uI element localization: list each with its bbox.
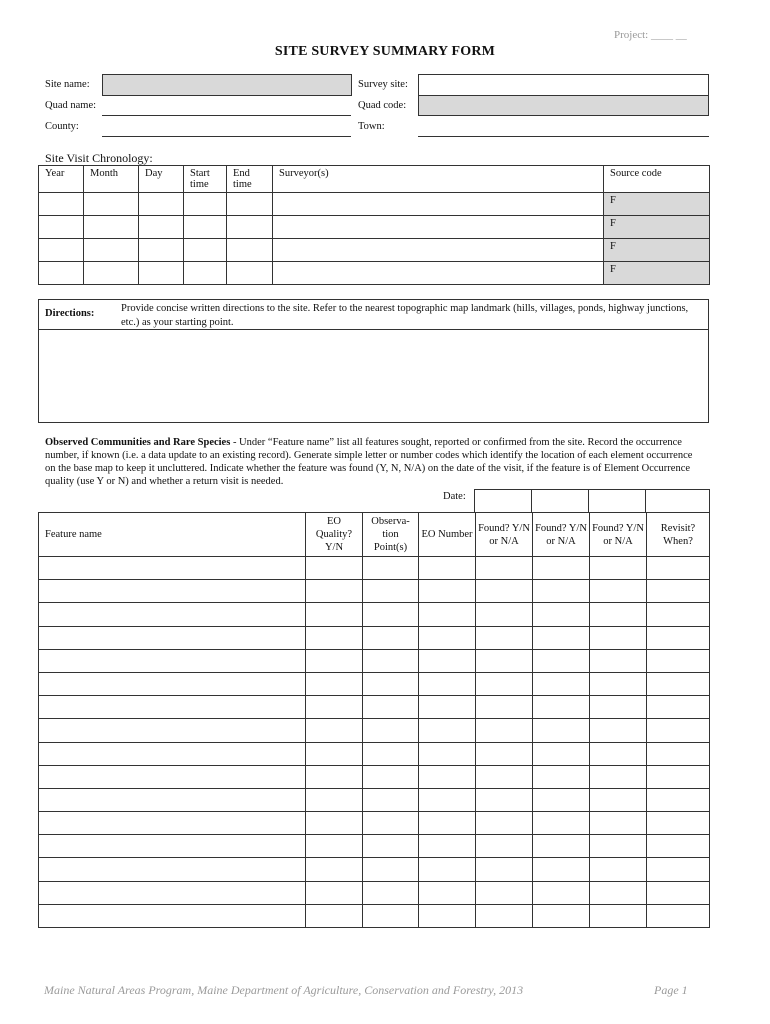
feature-name-cell[interactable] xyxy=(39,580,306,603)
found-cell[interactable] xyxy=(590,765,647,788)
found-cell[interactable] xyxy=(533,626,590,649)
revisit-cell[interactable] xyxy=(647,858,710,881)
table-row xyxy=(39,765,710,788)
observation-points-cell[interactable] xyxy=(363,580,419,603)
year-cell[interactable] xyxy=(39,262,84,285)
directions-text-area[interactable] xyxy=(39,330,708,422)
quad-name-label: Quad name: xyxy=(45,100,97,111)
col-year: Year xyxy=(39,166,84,193)
col-surveyors: Surveyor(s) xyxy=(273,166,604,193)
surveyors-cell[interactable] xyxy=(273,262,604,285)
observation-points-cell[interactable] xyxy=(363,603,419,626)
found-cell[interactable] xyxy=(476,788,533,811)
month-cell[interactable] xyxy=(84,216,139,239)
table-row xyxy=(39,216,710,239)
table-row xyxy=(39,557,710,580)
eo-quality-cell[interactable] xyxy=(306,788,363,811)
found-cell[interactable] xyxy=(533,580,590,603)
col-eo-number: EO Number xyxy=(419,513,476,557)
col-end-time: End time xyxy=(227,166,273,193)
feature-name-cell[interactable] xyxy=(39,765,306,788)
observation-points-cell[interactable] xyxy=(363,858,419,881)
site-name-input[interactable] xyxy=(102,74,352,96)
day-cell[interactable] xyxy=(139,193,184,216)
found-cell[interactable] xyxy=(590,881,647,904)
revisit-cell[interactable] xyxy=(647,672,710,695)
table-row xyxy=(39,603,710,626)
chronology-table xyxy=(38,165,710,285)
observation-points-cell[interactable] xyxy=(363,719,419,742)
observation-points-cell[interactable] xyxy=(363,904,419,927)
found-cell[interactable] xyxy=(476,812,533,835)
year-cell[interactable] xyxy=(39,193,84,216)
found-cell[interactable] xyxy=(476,719,533,742)
found-cell[interactable] xyxy=(533,812,590,835)
observation-points-cell[interactable] xyxy=(363,765,419,788)
form-title: SITE SURVEY SUMMARY FORM xyxy=(274,44,496,59)
end-time-cell[interactable] xyxy=(227,193,273,216)
visit-date-cell[interactable] xyxy=(532,490,589,513)
revisit-cell[interactable] xyxy=(647,719,710,742)
survey-site-label: Survey site: xyxy=(358,79,408,90)
found-cell[interactable] xyxy=(533,835,590,858)
col-eo-quality: EO Quality? Y/N xyxy=(306,513,363,557)
survey-site-input[interactable] xyxy=(418,74,709,96)
table-row xyxy=(39,812,710,835)
feature-name-cell[interactable] xyxy=(39,557,306,580)
eo-number-cell[interactable] xyxy=(419,696,476,719)
found-cell[interactable] xyxy=(590,904,647,927)
source-code-cell[interactable]: F xyxy=(604,216,710,239)
eo-number-cell[interactable] xyxy=(419,765,476,788)
eo-number-cell[interactable] xyxy=(419,649,476,672)
revisit-cell[interactable] xyxy=(647,835,710,858)
found-cell[interactable] xyxy=(476,765,533,788)
observation-points-cell[interactable] xyxy=(363,672,419,695)
found-cell[interactable] xyxy=(533,649,590,672)
revisit-cell[interactable] xyxy=(647,649,710,672)
found-cell[interactable] xyxy=(476,672,533,695)
table-row xyxy=(39,696,710,719)
feature-name-cell[interactable] xyxy=(39,812,306,835)
col-day: Day xyxy=(139,166,184,193)
observation-points-cell[interactable] xyxy=(363,812,419,835)
observed-heading: Observed Communities and Rare Species xyxy=(45,437,231,448)
surveyors-cell[interactable] xyxy=(273,216,604,239)
revisit-cell[interactable] xyxy=(647,812,710,835)
col-observation-points: Observa-tion Point(s) xyxy=(363,513,419,557)
quad-code-label: Quad code: xyxy=(358,100,407,111)
day-cell[interactable] xyxy=(139,216,184,239)
observation-points-cell[interactable] xyxy=(363,881,419,904)
observation-points-cell[interactable] xyxy=(363,649,419,672)
observation-points-cell[interactable] xyxy=(363,557,419,580)
found-cell[interactable] xyxy=(590,580,647,603)
table-row xyxy=(39,904,710,927)
eo-number-cell[interactable] xyxy=(419,835,476,858)
table-row xyxy=(39,835,710,858)
day-cell[interactable] xyxy=(139,239,184,262)
town-input[interactable] xyxy=(418,116,709,137)
end-time-cell[interactable] xyxy=(227,216,273,239)
surveyors-cell[interactable] xyxy=(273,239,604,262)
col-start-time: Start time xyxy=(184,166,227,193)
eo-quality-cell[interactable] xyxy=(306,858,363,881)
eo-number-cell[interactable] xyxy=(419,626,476,649)
county-input[interactable] xyxy=(102,116,351,137)
feature-name-cell[interactable] xyxy=(39,649,306,672)
eo-number-cell[interactable] xyxy=(419,580,476,603)
found-cell[interactable] xyxy=(590,719,647,742)
found-cell[interactable] xyxy=(590,603,647,626)
eo-quality-cell[interactable] xyxy=(306,672,363,695)
eo-number-cell[interactable] xyxy=(419,742,476,765)
col-found-1: Found? Y/N or N/A xyxy=(476,513,533,557)
start-time-cell[interactable] xyxy=(184,239,227,262)
features-table xyxy=(38,512,710,928)
feature-name-cell[interactable] xyxy=(39,672,306,695)
table-row xyxy=(39,239,710,262)
col-revisit: Revisit? When? xyxy=(647,513,710,557)
eo-number-cell[interactable] xyxy=(419,904,476,927)
revisit-cell[interactable] xyxy=(647,788,710,811)
observation-points-cell[interactable] xyxy=(363,788,419,811)
surveyors-cell[interactable] xyxy=(273,193,604,216)
start-time-cell[interactable] xyxy=(184,193,227,216)
table-row xyxy=(39,672,710,695)
revisit-cell[interactable] xyxy=(647,765,710,788)
feature-name-cell[interactable] xyxy=(39,904,306,927)
found-cell[interactable] xyxy=(476,742,533,765)
found-cell[interactable] xyxy=(590,788,647,811)
date-label: Date: xyxy=(443,491,466,502)
found-cell[interactable] xyxy=(590,626,647,649)
table-row xyxy=(39,742,710,765)
revisit-cell[interactable] xyxy=(647,557,710,580)
eo-quality-cell[interactable] xyxy=(306,742,363,765)
footer-credit: Maine Natural Areas Program, Maine Department of Agriculture, Conservation and Forestry, 2013 xyxy=(44,983,524,997)
year-cell[interactable] xyxy=(39,239,84,262)
found-cell[interactable] xyxy=(476,649,533,672)
project-label: Project: ____ __ xyxy=(614,29,687,41)
found-cell[interactable] xyxy=(476,904,533,927)
directions-instructions: Provide concise written directions to the site. Refer to the nearest topographic map landmark (hills, villages, ponds, highway junctions, etc.) as your starting point. xyxy=(121,303,689,328)
found-cell[interactable] xyxy=(476,858,533,881)
month-cell[interactable] xyxy=(84,193,139,216)
eo-quality-cell[interactable] xyxy=(306,626,363,649)
observation-points-cell[interactable] xyxy=(363,626,419,649)
found-cell[interactable] xyxy=(590,858,647,881)
col-found-2: Found? Y/N or N/A xyxy=(533,513,590,557)
eo-number-cell[interactable] xyxy=(419,672,476,695)
end-time-cell[interactable] xyxy=(227,239,273,262)
table-row xyxy=(39,719,710,742)
found-cell[interactable] xyxy=(590,672,647,695)
feature-name-cell[interactable] xyxy=(39,835,306,858)
directions-header xyxy=(39,300,708,330)
col-source-code: Source code xyxy=(604,166,710,193)
directions-box xyxy=(38,299,709,423)
day-cell[interactable] xyxy=(139,262,184,285)
found-cell[interactable] xyxy=(476,603,533,626)
revisit-cell[interactable] xyxy=(647,696,710,719)
feature-name-cell[interactable] xyxy=(39,858,306,881)
town-label: Town: xyxy=(358,121,385,132)
revisit-cell[interactable] xyxy=(647,626,710,649)
month-cell[interactable] xyxy=(84,262,139,285)
feature-name-cell[interactable] xyxy=(39,881,306,904)
revisit-cell[interactable] xyxy=(647,904,710,927)
table-row xyxy=(39,193,710,216)
eo-number-cell[interactable] xyxy=(419,557,476,580)
visit-date-cell[interactable] xyxy=(646,490,710,513)
date-row xyxy=(474,489,710,513)
found-cell[interactable] xyxy=(533,788,590,811)
observed-instructions-text: - Under “Feature name” list all features sought, reported or confirmed from the site. Record the occurrence number, if known (i.e. a data update to an existing record). Generate simple letter or number codes which identify the location of each element occurrence on the base map to keep it uncluttered. Indicate whether the feature was found (Y, N, N/A) on the date of the visit, if the feature is of Element Occurrence quality (use Y or N) and whether a return visit is needed. xyxy=(45,437,693,487)
found-cell[interactable] xyxy=(476,881,533,904)
directions-label: Directions: xyxy=(45,308,95,319)
col-month: Month xyxy=(84,166,139,193)
eo-quality-cell[interactable] xyxy=(306,696,363,719)
source-code-cell[interactable]: F xyxy=(604,193,710,216)
table-row xyxy=(39,626,710,649)
eo-quality-cell[interactable] xyxy=(306,719,363,742)
found-cell[interactable] xyxy=(533,672,590,695)
revisit-cell[interactable] xyxy=(647,742,710,765)
found-cell[interactable] xyxy=(590,835,647,858)
table-row xyxy=(39,858,710,881)
found-cell[interactable] xyxy=(533,603,590,626)
found-cell[interactable] xyxy=(590,812,647,835)
table-row xyxy=(39,649,710,672)
revisit-cell[interactable] xyxy=(647,881,710,904)
eo-quality-cell[interactable] xyxy=(306,765,363,788)
found-cell[interactable] xyxy=(590,696,647,719)
found-cell[interactable] xyxy=(533,742,590,765)
eo-quality-cell[interactable] xyxy=(306,881,363,904)
feature-name-cell[interactable] xyxy=(39,742,306,765)
month-cell[interactable] xyxy=(84,239,139,262)
found-cell[interactable] xyxy=(476,626,533,649)
col-found-3: Found? Y/N or N/A xyxy=(590,513,647,557)
found-cell[interactable] xyxy=(533,881,590,904)
found-cell[interactable] xyxy=(476,580,533,603)
found-cell[interactable] xyxy=(533,557,590,580)
quad-name-input[interactable] xyxy=(102,95,351,116)
table-row xyxy=(39,580,710,603)
visit-date-cell[interactable] xyxy=(475,490,532,513)
found-cell[interactable] xyxy=(590,557,647,580)
features-header-row xyxy=(39,513,710,557)
col-feature-name: Feature name xyxy=(39,513,306,557)
eo-number-cell[interactable] xyxy=(419,812,476,835)
feature-name-cell[interactable] xyxy=(39,626,306,649)
visit-date-cell[interactable] xyxy=(589,490,646,513)
observation-points-cell[interactable] xyxy=(363,742,419,765)
eo-number-cell[interactable] xyxy=(419,719,476,742)
found-cell[interactable] xyxy=(476,835,533,858)
chronology-title: Site Visit Chronology: xyxy=(45,151,153,165)
found-cell[interactable] xyxy=(533,719,590,742)
revisit-cell[interactable] xyxy=(647,603,710,626)
observation-points-cell[interactable] xyxy=(363,835,419,858)
source-code-cell[interactable]: F xyxy=(604,239,710,262)
eo-number-cell[interactable] xyxy=(419,881,476,904)
feature-name-cell[interactable] xyxy=(39,719,306,742)
table-row xyxy=(39,788,710,811)
found-cell[interactable] xyxy=(476,696,533,719)
page-number: Page 1 xyxy=(654,983,688,997)
found-cell[interactable] xyxy=(533,765,590,788)
feature-name-cell[interactable] xyxy=(39,696,306,719)
end-time-cell[interactable] xyxy=(227,262,273,285)
eo-quality-cell[interactable] xyxy=(306,603,363,626)
eo-quality-cell[interactable] xyxy=(306,557,363,580)
start-time-cell[interactable] xyxy=(184,216,227,239)
year-cell[interactable] xyxy=(39,216,84,239)
county-label: County: xyxy=(45,121,79,132)
quad-code-input[interactable] xyxy=(418,96,709,116)
table-row xyxy=(39,262,710,285)
eo-number-cell[interactable] xyxy=(419,603,476,626)
eo-quality-cell[interactable] xyxy=(306,835,363,858)
feature-name-cell[interactable] xyxy=(39,788,306,811)
found-cell[interactable] xyxy=(590,649,647,672)
eo-quality-cell[interactable] xyxy=(306,580,363,603)
eo-quality-cell[interactable] xyxy=(306,649,363,672)
table-row xyxy=(39,881,710,904)
found-cell[interactable] xyxy=(533,696,590,719)
feature-name-cell[interactable] xyxy=(39,603,306,626)
source-code-cell[interactable]: F xyxy=(604,262,710,285)
revisit-cell[interactable] xyxy=(647,580,710,603)
eo-quality-cell[interactable] xyxy=(306,812,363,835)
eo-quality-cell[interactable] xyxy=(306,904,363,927)
observation-points-cell[interactable] xyxy=(363,696,419,719)
start-time-cell[interactable] xyxy=(184,262,227,285)
eo-number-cell[interactable] xyxy=(419,858,476,881)
observed-instructions xyxy=(45,436,695,488)
found-cell[interactable] xyxy=(533,858,590,881)
found-cell[interactable] xyxy=(590,742,647,765)
found-cell[interactable] xyxy=(476,557,533,580)
site-name-label: Site name: xyxy=(45,79,90,90)
chronology-header-row xyxy=(39,166,710,193)
found-cell[interactable] xyxy=(533,904,590,927)
eo-number-cell[interactable] xyxy=(419,788,476,811)
